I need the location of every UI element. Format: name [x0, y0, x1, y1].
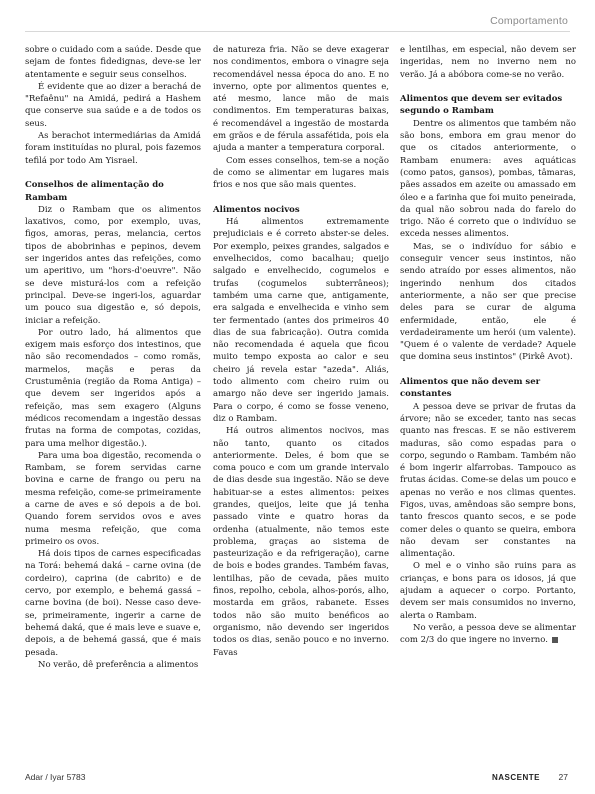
section-title: Comportamento: [490, 15, 568, 27]
paragraph: O mel e o vinho são ruins para as crianças, e bons para os idosos, já que ajudam a aquecer o corpo. Portanto, devem ser mais consumidos no inverno, alerta o Rambam.: [400, 561, 576, 621]
paragraph: É evidente que ao dizer a berachá de "Refaênu" na Amidá, pedirá a Hashem que conserve sua saúde e a de todos os seus.: [25, 81, 201, 129]
paragraph: No verão, dê preferência a alimentos: [38, 659, 199, 670]
paragraph: Com esses conselhos, tem-se a noção de como se alimentar em lugares mais frios e nos que são mais quentes.: [213, 155, 389, 191]
paragraph: Mas, se o indivíduo for sábio e conseguir vencer seus instintos, não sendo atraído por esses alimentos, não ingerindo nenhum dos citados anteriormente, a não ser que precise deles para se curar de alguma enfermidade, então, ele é verdadeiramente um herói (um valente). "Quem é o valente de verdade? Aquele que domina seus instintos" (Pirkê Avot).: [400, 241, 576, 363]
column-1: [25, 44, 201, 671]
paragraph-text: No verão, a pessoa deve se alimentar com 2/3 do que ingere no inverno.: [400, 622, 576, 646]
end-square-icon: [552, 637, 558, 643]
paragraph: Há dois tipos de carnes especificadas na Torá: behemá daká – carne ovina (de cordeiro), caprina (de cabrito) e de cervo, por exemplo, e behemá gassá – carne bovina (de boi). Nesse caso deve-se, primeiramente, ingerir a carne de behemá daká, que é mais leve e suave e, depois, a de behemá gassá, que é mais pesada.: [25, 549, 201, 658]
paragraph: Dentre os alimentos que também não são bons, embora em grau menor do que os citados anteriormente, o Rambam enumera: aves aquáticas (como patos, gansos), pombas, tâmaras, pães assados em azeite ou amassado em óleo e a farinha que foi muito peneirada, da qual não sobrou nada do farelo do trigo. Não é correto que o indivíduo se exceda nesses alimentos.: [400, 118, 576, 240]
paragraph: sobre o cuidado com a saúde. Desde que sejam de fontes fidedignas, deve-se ler atentamente e seguir seus conselhos.: [25, 45, 201, 80]
header-rule: [25, 31, 570, 32]
column-3: [400, 44, 576, 647]
paragraph: de natureza fria. Não se deve exagerar nos condimentos, embora o vinagre seja recomendável nessa época do ano. E no inverno, opte por alimentos quentes e, até mesmo, lance mão de mais condimentos. Em temperaturas baixas, é recomendável a ingestão de mostarda em grãos e de férula assafétida, pois ela ajuda a manter a temperatura corporal.: [213, 45, 389, 154]
paragraph: Há alimentos extremamente prejudiciais e é correto abster-se deles. Por exemplo, peixes grandes, salgados e envelhecidos, como bacalhau; queijo salgado e envelhecido, cogumelos e trufas (cogumelos subterrâneos); também uma carne que, antigamente, era salgada e envelhecida e vinho sem ter fermentado (antes dos primeiros 40 dias de sua fabricação). Outra comida não recomendada é aquela que ficou muito tempo exposta ao calor e seu cheiro já revela estar "azeda". Aliás, todo alimento com cheiro ruim ou amargo não deve ser ingerido jamais. Para o corpo, é como se fosse veneno, diz o Rambam.: [213, 217, 389, 424]
paragraph: Há outros alimentos nocivos, mas não tanto, quanto os citados anteriormente. Deles, é bom que se coma pouco e com um grande intervalo de dias desde sua ingestão. Não se deve habituar-se a estes alimentos: peixes grandes, queijos, leite que já tenha passado vinte e quatro horas da ordenha (atualmente, não temos este problema, graças ao sistema de pasteurização e da refrigeração), carne de bois e bodes grandes. Também favas, lentilhas, pão de cevada, pães muito finos, repolho, cebola, alhos-porós, alho, mostarda em grãos, rabanete. Esses todos não são muito benéficos ao organismo, não devendo ser ingeridos todos os dias, senão pouco e no inverno. Favas: [213, 426, 389, 658]
column-2: [213, 44, 389, 659]
section-heading: Conselhos de alimentação do Rambam: [25, 180, 164, 203]
paragraph: e lentilhas, em especial, não devem ser ingeridas, nem no inverno nem no verão. Já a abóbora come-se no verão.: [400, 45, 576, 80]
page-number: 27: [558, 772, 568, 782]
paragraph: As berachot intermediárias da Amidá foram instituídas no plural, pois fazemos tefilá por todo Am Yisrael.: [25, 131, 201, 166]
magazine-logo: NASCENTE: [492, 773, 541, 782]
section-heading: Alimentos nocivos: [213, 204, 300, 215]
paragraph: Diz o Rambam que os alimentos laxativos, como, por exemplo, uvas, figos, amoras, peras, melancia, certos tipos de abobrinhas e pepinos, devem ser ingeridos antes das refeições, como um aperitivo, um "hors-d'oeuvre". Não se deve misturá-los com a refeição principal. Deve-se ingeri-los, aguardar um pouco sua digestão e, só depois, iniciar a refeição.: [25, 204, 201, 326]
paragraph: Por outro lado, há alimentos que exigem mais esforço dos intestinos, que não são recomendados – como romãs, marmelos, maçãs e peras da Crustumênia (região da Roma Antiga) – que devem ser ingeridos após a refeição, mas sem exagero (Alguns médicos recomendam a ingestão dessas frutas na forma de compotas, cozidas, para uma melhor digestão.).: [25, 327, 201, 449]
paragraph: Para uma boa digestão, recomenda o Rambam, se forem servidas carne bovina e carne de frango ou peru na mesma refeição, come-se primeiramente a carne de aves e só depois a de boi. Quando forem servidos ovos e aves numa mesma refeição, que coma primeiro os ovos.: [25, 450, 201, 547]
issue-date: Adar / Iyar 5783: [25, 772, 86, 782]
section-heading: Alimentos que devem ser evitados segundo o Rambam: [400, 94, 563, 117]
paragraph-last: [400, 622, 576, 647]
paragraph: A pessoa deve se privar de frutas da árvore; não se exceder, tanto nas secas quanto nas frescas. E se não estiverem maduras, são como espadas para o corpo, segundo o Rambam. Também não é bom ingerir alfarrobas. Tampouco as frutas ácidas. Come-se delas um pouco e apenas no verão e nos climas quentes. Figos, uvas, amêndoas são sempre bons, tanto frescos quanto secos, e se pode comer deles o quanto se queira, embora não devam ser constantes na alimentação.: [400, 401, 576, 560]
section-heading: Alimentos que não devem ser constantes: [400, 377, 541, 400]
